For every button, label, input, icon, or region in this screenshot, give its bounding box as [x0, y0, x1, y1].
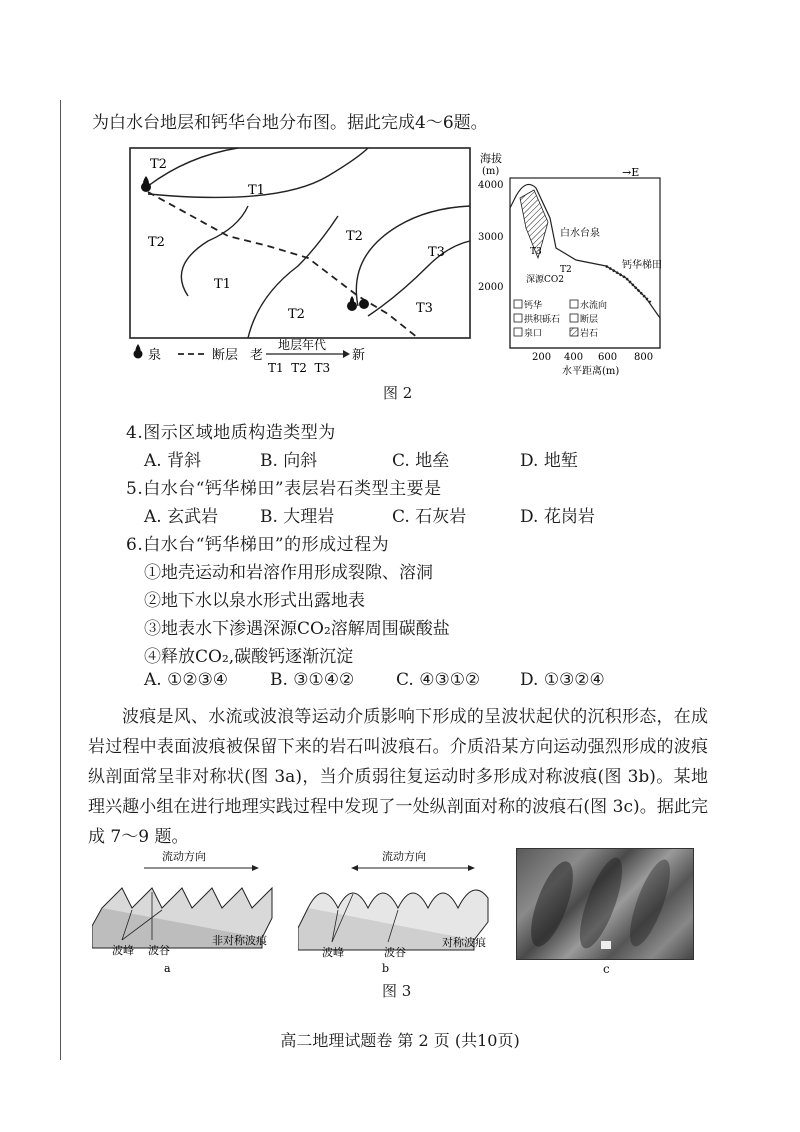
figure3b-symmetric-ripples: [298, 848, 508, 978]
profile-legend-item: 钙华: [524, 301, 543, 311]
q6-option-d: D. ①③②④: [520, 670, 605, 690]
map-label-t1: T1: [248, 183, 265, 198]
intro-text: 为白水台地层和钙华台地分布图。据此完成4～6题。: [92, 113, 488, 133]
q6-step: ①地壳运动和岩溶作用形成裂隙、溶洞: [144, 563, 433, 583]
q6-step: ③地表水下渗遇深源CO₂溶解周围碳酸盐: [144, 619, 450, 639]
symmetric-label: 对称波痕: [442, 936, 486, 949]
map-label-t1: T1: [214, 277, 231, 292]
flow-direction-label: 流动方向: [382, 850, 426, 863]
q4-option-b: B. 向斜: [260, 451, 318, 471]
profile-x-title: 水平距离(m): [562, 366, 620, 376]
q6-step: ④释放CO₂,碳酸钙逐渐沉淀: [144, 647, 354, 667]
profile-x-tick: 200: [532, 352, 552, 363]
profile-label-t2: T2: [560, 265, 572, 275]
trough-label-b: 波谷: [384, 946, 406, 959]
legend-era-sequence: T1 T2 T3: [268, 361, 331, 375]
legend-fault-label: 断层: [212, 348, 239, 363]
map-label-t3: T3: [416, 301, 433, 316]
profile-y-title: 海拔: [480, 152, 502, 165]
profile-label-terrace: 钙华梯田: [622, 260, 662, 271]
flow-direction-label: 流动方向: [162, 850, 206, 863]
sub-label-a: a: [164, 962, 171, 975]
q6-option-c: C. ④③①②: [396, 670, 481, 690]
profile-label-co2: 深源CO2: [526, 275, 564, 285]
profile-direction: →E: [622, 166, 640, 179]
profile-y-tick: 3000: [478, 232, 504, 243]
q5-option-d: D. 花岗岩: [520, 507, 595, 527]
profile-x-tick: 600: [598, 352, 618, 363]
profile-legend-item: 岩石: [580, 329, 599, 339]
legend-old-label: 老: [250, 348, 264, 363]
q6-step: ②地下水以泉水形式出露地表: [144, 591, 365, 611]
profile-y-tick: 4000: [478, 180, 504, 191]
profile-y-unit: (m): [482, 166, 500, 177]
q4-option-a: A. 背斜: [144, 451, 202, 471]
q5-option-a: A. 玄武岩: [144, 507, 219, 527]
figure2-caption: 图 2: [383, 384, 413, 402]
map-label-t2: T2: [150, 157, 167, 172]
legend-new-label: 新: [352, 348, 366, 363]
q6-stem: 6.白水台“钙华梯田”的形成过程为: [126, 535, 390, 555]
map-label-t3: T3: [428, 245, 445, 260]
q6-option-b: B. ③①④②: [270, 670, 355, 690]
crest-label-a: 波峰: [112, 944, 134, 957]
page-margin-line: [60, 100, 61, 1060]
map-label-t2: T2: [148, 235, 165, 250]
asymmetric-label: 非对称波痕: [212, 934, 267, 947]
sub-label-c: c: [603, 962, 610, 976]
sub-label-b: b: [382, 962, 390, 975]
figure3a-asymmetric-ripples: [92, 848, 292, 978]
profile-legend-item: 拱积砾石: [524, 315, 561, 325]
q5-option-c: C. 石灰岩: [392, 507, 467, 527]
profile-label-spring: 白水台泉: [560, 228, 600, 239]
spring-icon: [141, 176, 151, 192]
profile-y-tick: 2000: [478, 282, 504, 293]
crest-label-b: 波峰: [322, 946, 344, 959]
trough-label-a: 波谷: [148, 944, 170, 957]
map-label-t2: T2: [346, 229, 363, 244]
page-footer: 高二地理试题卷 第 2 页 (共10页): [280, 1031, 520, 1050]
ripple-passage: 波痕是风、水流或波浪等运动介质影响下形成的呈波状起伏的沉积形态，在成岩过程中表面波痕被保留下来的岩石叫波痕石。介质沿某方向运动强烈形成的波痕纵剖面常呈非对称状(图 3a)，当介质弱往复运动时多形成对称波痕(图 3b)。某地理兴趣小组在进行地理实践过程中发现了一处纵剖面对称的波痕石(图 3c)。据此完成 7～9 题。: [88, 707, 708, 847]
strata-map: [128, 146, 474, 376]
map-label-t2: T2: [288, 307, 305, 322]
legend-spring-icon: [134, 344, 143, 359]
profile-legend-item: 泉口: [524, 329, 543, 339]
q4-option-c: C. 地垒: [392, 451, 450, 471]
profile-x-tick: 800: [634, 352, 654, 363]
q4-option-d: D. 地堑: [520, 451, 578, 471]
q4-stem: 4.图示区域地质构造类型为: [126, 423, 336, 443]
profile-legend-item: 水流向: [580, 301, 608, 311]
figure3-caption: 图 3: [382, 982, 412, 1000]
legend-era-label: 地层年代: [278, 338, 327, 352]
q5-stem: 5.白水台“钙华梯田”表层岩石类型主要是: [126, 479, 442, 499]
legend-spring-label: 泉: [148, 348, 162, 363]
q5-option-b: B. 大理岩: [260, 507, 335, 527]
q6-option-a: A. ①②③④: [144, 670, 229, 690]
terrace-profile: [476, 148, 676, 376]
profile-legend-item: 断层: [580, 315, 599, 325]
profile-label-t3: T3: [530, 247, 542, 257]
ripple-rock-photo: [516, 848, 694, 960]
profile-x-tick: 400: [564, 352, 584, 363]
